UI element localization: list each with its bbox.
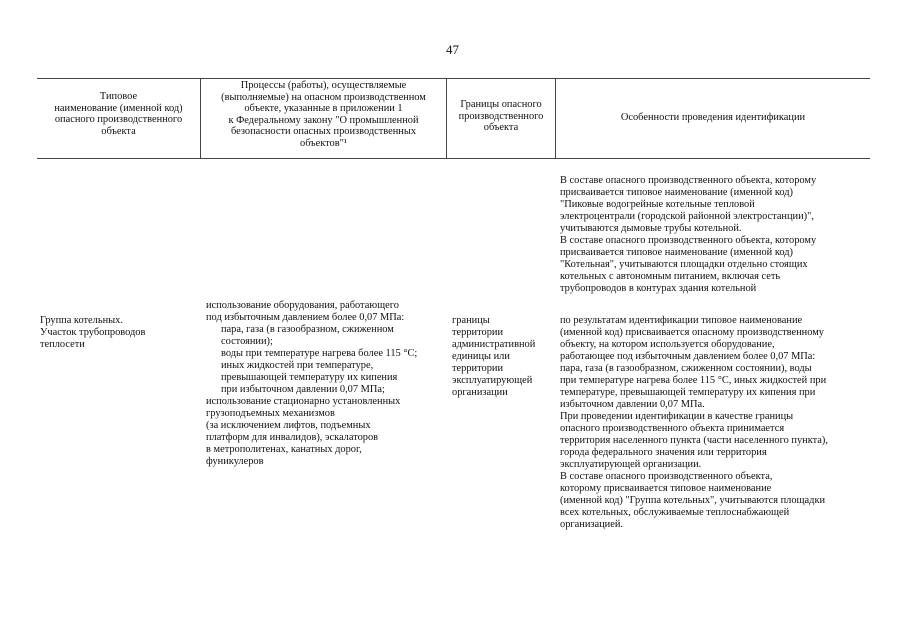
- text-line: При проведении идентификации в качестве границы: [560, 411, 794, 422]
- text-line: В составе опасного производственного объекта, которому: [560, 235, 817, 246]
- text-line: административной: [452, 339, 536, 350]
- text-line: электроцентрали (городской районной электростанции)",: [560, 211, 814, 222]
- text-line: использование стационарно установленных: [206, 396, 401, 407]
- text-line: иных жидкостей при температуре,: [221, 360, 374, 371]
- text-line: Участок трубопроводов: [40, 327, 146, 338]
- text-line: В составе опасного производственного объекта, которому: [560, 175, 817, 186]
- text-line: территории: [452, 363, 504, 374]
- continued-identification-text: [560, 175, 816, 295]
- text-line: избыточном давлении 0,07 МПа.: [560, 399, 705, 410]
- text-line: пара, газа (в газообразном, сжиженном состоянии), воды: [560, 363, 812, 374]
- text-line: объекту, на котором используется оборудование,: [560, 339, 775, 350]
- text-line: города федерального значения или территория: [560, 447, 767, 458]
- header-boundaries: Границы опасного производственного объекта: [458, 99, 544, 134]
- text-line: всех котельных, обслуживаемые теплоснабжающей: [560, 507, 790, 518]
- text-line: пара, газа (в газообразном, сжиженном: [221, 324, 394, 335]
- text-line: территория населенного пункта (части населенного пункта),: [560, 435, 828, 446]
- text-line: которому присваивается типовое наименование: [560, 483, 772, 494]
- text-line: (именной код) "Группа котельных", учитываются площадки: [560, 495, 826, 506]
- header-identification: Особенности проведения идентификации: [620, 112, 806, 123]
- table-header-bottom-border: [37, 158, 870, 159]
- text-line: под избыточным давлением более 0,07 МПа:: [206, 312, 405, 323]
- text-line: трубопроводов в контурах здания котельной: [560, 283, 757, 294]
- text-line: границы: [452, 315, 490, 326]
- row-processes: [206, 300, 417, 468]
- text-line: состоянии);: [221, 336, 273, 347]
- text-line: работающее под избыточным давлением более 0,07 МПа:: [560, 351, 816, 362]
- text-line: опасного производственного объекта принимается: [560, 423, 785, 434]
- table-top-border: [37, 78, 870, 79]
- text-line: единицы или: [452, 351, 510, 362]
- header-type-name: Типовое наименование (именной код) опасного производственного объекта: [54, 91, 183, 137]
- text-line: учитываются дымовые трубы котельной.: [560, 223, 742, 234]
- text-line: организации: [452, 387, 508, 398]
- text-line: использование оборудования, работающего: [206, 300, 399, 311]
- text-line: по результатам идентификации типовое наименование: [560, 315, 803, 326]
- row-type-name: [40, 315, 145, 351]
- text-line: платформ для инвалидов), эскалаторов: [206, 432, 379, 443]
- text-line: (именной код) присваивается опасному производственному: [560, 327, 825, 338]
- header-processes: Процессы (работы), осуществляемые (выполняемые) на опасном производственном объекте, указанные в приложении 1 к Федеральному закону "О промышленной безопасности опасных производственных объектов"¹: [221, 80, 426, 149]
- text-line: присваивается типовое наименование (именной код): [560, 247, 793, 258]
- text-line: в метрополитенах, канатных дорог,: [206, 444, 362, 455]
- text-line: эксплуатирующей: [452, 375, 533, 386]
- text-line: при температуре нагрева более 115 °C, иных жидкостей при: [560, 375, 827, 386]
- text-line: "Котельная", учитываются площадки отдельно стоящих: [560, 259, 808, 270]
- text-line: присваивается типовое наименование (именной код): [560, 187, 793, 198]
- text-line: превышающей температуру их кипения: [221, 372, 398, 383]
- text-line: грузоподъемных механизмов: [206, 408, 335, 419]
- text-line: фуникулеров: [206, 456, 264, 467]
- text-line: (за исключением лифтов, подъемных: [206, 420, 371, 431]
- row-boundaries: [452, 315, 535, 399]
- text-line: территории: [452, 327, 504, 338]
- text-line: при избыточном давлении 0,07 МПа;: [221, 384, 385, 395]
- text-line: воды при температуре нагрева более 115 °C;: [221, 348, 418, 359]
- row-identification: [560, 315, 828, 531]
- text-line: Группа котельных.: [40, 315, 123, 326]
- text-line: В составе опасного производственного объекта,: [560, 471, 773, 482]
- text-line: котельных с автономным питанием, включая сеть: [560, 271, 781, 282]
- page-number: 47: [446, 42, 459, 57]
- text-line: теплосети: [40, 339, 85, 350]
- text-line: температуре, превышающей температуру их кипения при: [560, 387, 816, 398]
- text-line: "Пиковые водогрейные котельные тепловой: [560, 199, 755, 210]
- text-line: организацией.: [560, 519, 623, 530]
- text-line: эксплуатирующей организации.: [560, 459, 702, 470]
